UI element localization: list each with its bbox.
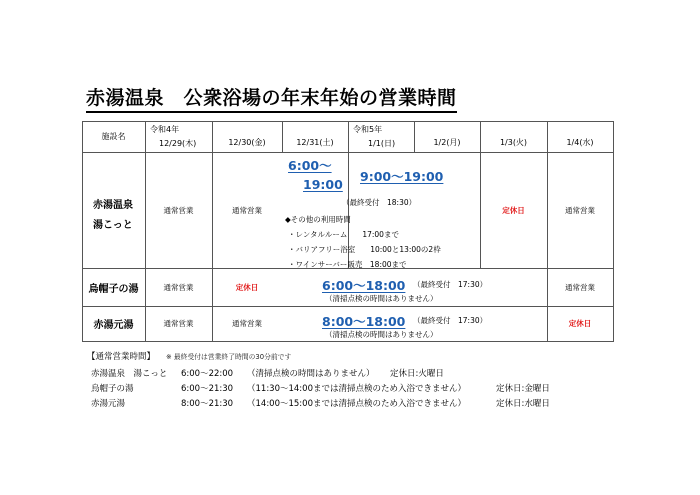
other-usage-barrier-free: ・バリアフリー浴室 10:00と13:00の2枠 (288, 245, 441, 254)
other-usage-rental-room: ・レンタルルーム 17:00まで (288, 230, 399, 239)
regular-hours-heading: 【通常営業時間】 (87, 352, 156, 362)
last-order-note: （最終受付 17:30） (413, 280, 488, 289)
schedule-table (82, 121, 614, 341)
header-era-r4: 令和4年 (150, 125, 180, 134)
facility-name-eboshi: 烏帽子の湯 (88, 283, 139, 295)
regular-hours-closed-day: 定休日:金曜日 (496, 384, 550, 394)
status-0104: 通常営業 (565, 205, 595, 215)
status-0104: 通常営業 (565, 282, 595, 292)
status-closed-0103: 定休日 (502, 205, 525, 215)
status-1229: 通常営業 (163, 319, 194, 328)
cleaning-note: （清掃点検の時間はありません） (325, 294, 438, 303)
last-order-note: （最終受付 17:30） (413, 316, 488, 325)
status-1229: 通常営業 (163, 205, 194, 215)
regular-hours-time: 6:00～22:00 (181, 369, 234, 379)
facility-name-motoyu: 赤湯元湯 (93, 320, 134, 331)
other-usage-title: ◆その他の利用時間 (285, 215, 351, 224)
regular-hours-name: 赤湯元湯 (91, 399, 126, 409)
regular-hours-note: ※ 最終受付は営業終了時間の30分前です (166, 353, 292, 361)
facility-name-akayu-line1: 赤湯温泉 (93, 200, 133, 211)
hours-1231-start: 6:00～ (288, 158, 332, 173)
status-1230: 通常営業 (232, 205, 262, 215)
header-date-0103: 1/3(火) (499, 138, 528, 147)
regular-hours-note: （14:00～15:00までは清掃点検のため入浴できません） (247, 399, 466, 409)
last-order-note: （最終受付 18:30） (342, 198, 417, 207)
cleaning-note: （清掃点検の時間はありません） (325, 330, 438, 339)
hours-span: 8:00～18:00 (322, 314, 406, 329)
hours-1231-end: 19:00 (303, 177, 343, 192)
header-era-r5: 令和5年 (353, 125, 383, 134)
status-1230: 通常営業 (232, 319, 262, 328)
status-closed-1230: 定休日 (235, 282, 259, 292)
facility-name-akayu-line2: 湯こっと (93, 220, 133, 231)
status-closed-0104: 定休日 (568, 319, 592, 328)
header-date-0101: 1/1(日) (368, 139, 396, 148)
header-date-1229: 12/29(木) (159, 139, 197, 148)
status-1229: 通常営業 (163, 282, 194, 292)
header-date-1231: 12/31(土) (296, 138, 334, 147)
regular-hours-name: 赤湯温泉 湯こっと (91, 369, 168, 379)
regular-hours-note: （11:30～14:00までは清掃点検のため入浴できません） (247, 384, 466, 394)
table-border-bottom (82, 341, 614, 342)
header-date-1230: 12/30(金) (228, 138, 266, 147)
regular-hours-closed-day: 定休日:火曜日 (390, 369, 444, 379)
regular-hours-closed-day: 定休日:水曜日 (496, 399, 550, 409)
header-date-0102: 1/2(月) (433, 138, 461, 147)
regular-hours-name: 烏帽子の湯 (91, 384, 134, 394)
regular-hours-time: 6:00～21:30 (181, 384, 234, 394)
regular-hours-time: 8:00～21:30 (181, 399, 234, 409)
hours-0101-0102: 9:00～19:00 (360, 169, 444, 184)
table-border-right (613, 121, 614, 342)
hours-span: 6:00～18:00 (322, 278, 406, 293)
page-title: 赤湯温泉 公衆浴場の年末年始の営業時間 (86, 86, 457, 113)
regular-hours-note: （清掃点検の時間はありません） (247, 369, 375, 379)
header-date-0104: 1/4(水) (566, 138, 594, 147)
other-usage-wine-server: ・ワインサーバー販売 18:00まで (288, 260, 407, 269)
header-facility: 施設名 (101, 132, 126, 141)
